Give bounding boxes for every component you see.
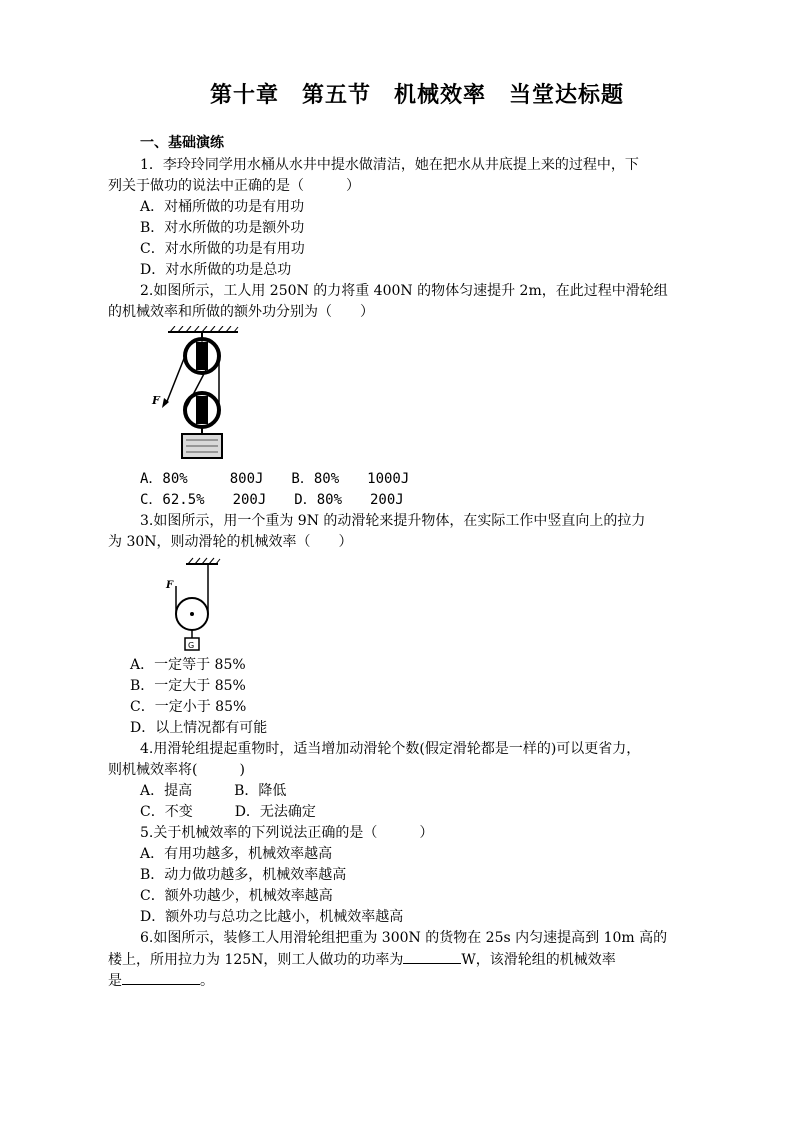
q3-option-d: D．以上情况都有可能 [130, 720, 268, 736]
q1-option-b: B．对水所做的功是额外功 [140, 220, 305, 236]
q3-option-b: B．一定大于 85% [130, 678, 246, 694]
q6-text-a: 楼上，所用拉力为 125N，则工人做功的功率为 [108, 952, 404, 968]
q5-stem: 5.关于机械效率的下列说法正确的是（ ） [140, 825, 434, 841]
q3-stem-line2: 为 30N，则动滑轮的机械效率（ ） [108, 534, 353, 550]
q4-stem-line1: 4.用滑轮组提起重物时，适当增加动滑轮个数(假定滑轮都是一样的)可以更省力， [140, 741, 641, 757]
movable-pulley-figure [162, 556, 222, 652]
q6-text-b: W，该滑轮组的机械效率 [461, 952, 616, 968]
q1-stem-line1: 1．李玲玲同学用水桶从水井中提水做清洁，她在把水从井底提上来的过程中，下 [140, 157, 639, 173]
force-label-f: F [152, 394, 160, 407]
q6-text-d: 。 [200, 973, 214, 989]
weight-label-g: G [188, 641, 195, 650]
q5-option-b: B．动力做功越多，机械效率越高 [140, 867, 347, 883]
section-heading: 一、基础演练 [140, 135, 224, 151]
q4-options-ab: A．提高 B．降低 [140, 783, 287, 799]
q6-text-c: 是 [108, 973, 122, 989]
q5-option-d: D．额外功与总功之比越小，机械效率越高 [140, 909, 404, 925]
power-answer-blank[interactable] [403, 949, 461, 964]
q5-option-c: C．额外功越少，机械效率越高 [140, 888, 333, 904]
pulley-system-figure [148, 326, 248, 462]
page-title: 第十章 第五节 机械效率 当堂达标题 [209, 83, 624, 108]
q4-stem-line2: 则机械效率将( ) [108, 762, 245, 778]
q6-stem-line2 [108, 949, 616, 970]
q2-stem-line2: 的机械效率和所做的额外功分别为（ ） [108, 304, 374, 320]
q6-stem-line3 [108, 970, 214, 991]
q2-options-cd: C．62.5% 200J D．80% 200J [140, 492, 404, 508]
q3-stem-line1: 3.如图所示，用一个重为 9N 的动滑轮来提升物体，在实际工作中竖直向上的拉力 [140, 513, 646, 529]
q1-option-c: C．对水所做的功是有用功 [140, 241, 305, 257]
q2-options-ab: A．80% 800J B．80% 1000J [140, 471, 410, 487]
q3-option-c: C．一定小于 85% [130, 699, 247, 715]
efficiency-answer-blank[interactable] [122, 970, 200, 985]
q5-option-a: A．有用功越多，机械效率越高 [140, 846, 333, 862]
q3-option-a: A．一定等于 85% [130, 657, 246, 673]
q6-stem-line1: 6.如图所示，装修工人用滑轮组把重为 300N 的货物在 25s 内匀速提高到 10m 高的 [140, 930, 668, 946]
q1-stem-line2: 列关于做功的说法中正确的是（ ） [108, 178, 360, 194]
force-label-f: F [166, 580, 174, 591]
q1-option-a: A．对桶所做的功是有用功 [140, 199, 305, 215]
q4-options-cd: C．不变 D．无法确定 [140, 804, 316, 820]
q1-option-d: D．对水所做的功是总功 [140, 262, 292, 278]
q2-stem-line1: 2.如图所示，工人用 250N 的力将重 400N 的物体匀速提升 2m，在此过程中滑轮组 [140, 283, 668, 299]
